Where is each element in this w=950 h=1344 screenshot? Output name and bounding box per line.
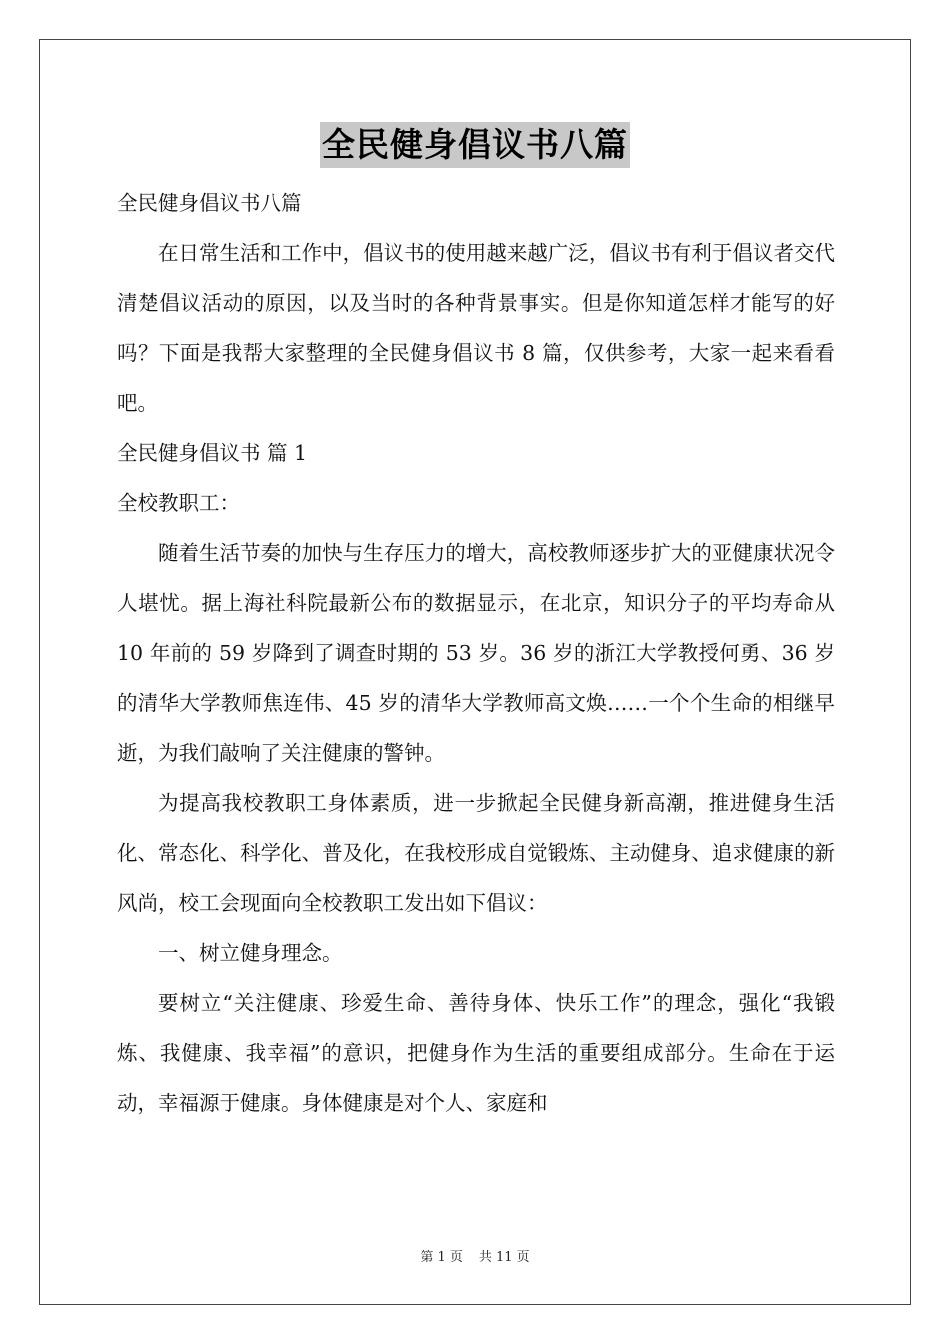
- document-title: 全民健身倡议书八篇: [320, 122, 630, 168]
- subtitle-line: 全民健身倡议书八篇: [117, 191, 302, 215]
- page-footer: [0, 1246, 950, 1265]
- body-paragraph: 为提高我校教职工身体素质，进一步掀起全民健身新高潮，推进健身生活化、常态化、科学化、普及化，在我校形成自觉锻炼、主动健身、追求健康的新风尚，校工会现面向全校教职工发出如下倡议：: [117, 791, 835, 915]
- salutation: 全校教职工：: [117, 491, 240, 515]
- document-body: [117, 178, 835, 1128]
- page-total: 共 11 页: [478, 1250, 530, 1265]
- body-paragraph: 要树立“关注健康、珍爱生命、善待身体、快乐工作”的理念，强化“我锻炼、我健康、我幸福”的意识，把健身作为生活的重要组成部分。生命在于运动，幸福源于健康。身体健康是对个人、家庭和: [117, 991, 835, 1115]
- page-number: 第 1 页: [420, 1250, 463, 1265]
- intro-paragraph: 在日常生活和工作中，倡议书的使用越来越广泛，倡议书有利于倡议者交代清楚倡议活动的原因，以及当时的各种背景事实。但是你知道怎样才能写的好吗？下面是我帮大家整理的全民健身倡议书 8 篇，仅供参考，大家一起来看看吧。: [117, 241, 835, 415]
- title-container: [0, 122, 950, 168]
- list-heading: 一、树立健身理念。: [158, 941, 343, 965]
- section-heading: 全民健身倡议书 篇 1: [117, 441, 308, 465]
- body-paragraph: 随着生活节奏的加快与生存压力的增大，高校教师逐步扩大的亚健康状况令人堪忧。据上海社科院最新公布的数据显示，在北京，知识分子的平均寿命从 10 年前的 59 岁降到了调查时期的 53 岁。36 岁的浙江大学教授何勇、36 岁的清华大学教师焦连伟、45 岁的清华大学教师高文焕……一个个生命的相继早逝，为我们敲响了关注健康的警钟。: [117, 541, 835, 765]
